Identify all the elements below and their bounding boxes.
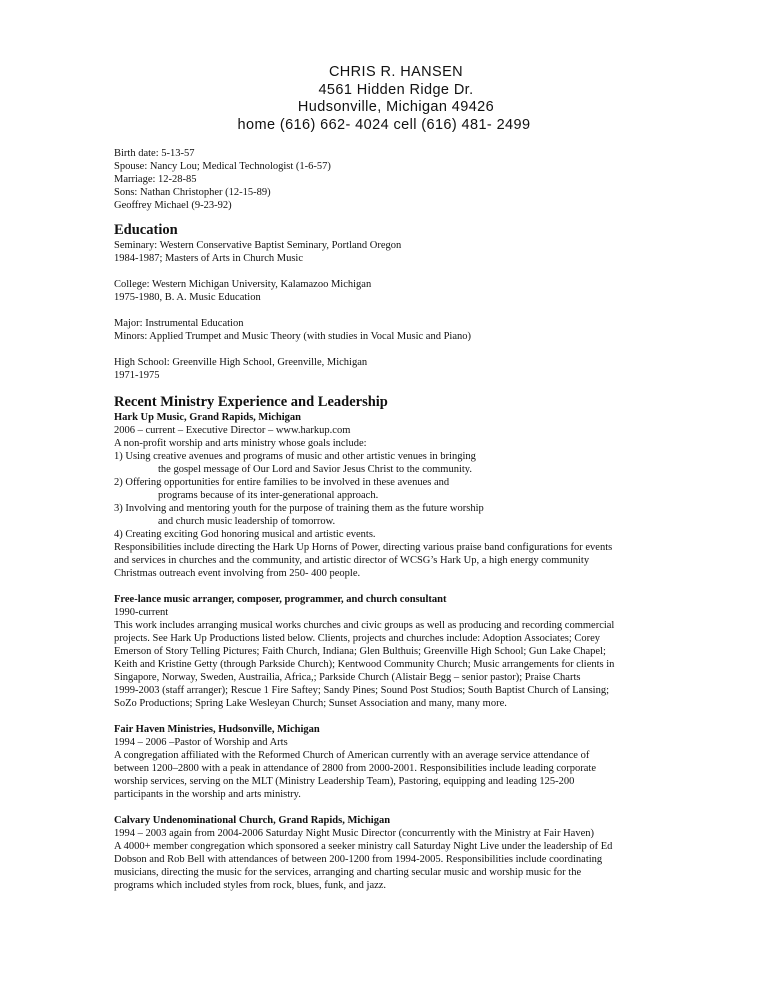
ministry-section <box>114 393 659 892</box>
spouse: Spouse: Nancy Lou; Medical Technologist (1-6-57) <box>114 161 331 172</box>
entry-line: 1994 – 2006 –Pastor of Worship and Arts <box>114 737 288 748</box>
entry-line: 2006 – current – Executive Director – www.harkup.com <box>114 425 351 436</box>
entry-line: 1994 – 2003 again from 2004-2006 Saturday Night Music Director (concurrently with the Ministry at Fair Haven) <box>114 828 594 839</box>
freelance-entry <box>114 593 659 710</box>
entry-title: Fair Haven Ministries, Hudsonville, Michigan <box>114 724 320 735</box>
entry-line: This work includes arranging musical works churches and civic groups as well as producing and recording commercial <box>114 620 615 631</box>
high-school-years: 1971-1975 <box>114 370 160 381</box>
entry-line: and church music leadership of tomorrow. <box>158 516 336 527</box>
entry-title: Calvary Undenominational Church, Grand Rapids, Michigan <box>114 815 391 826</box>
entry-line: 1999-2003 (staff arranger); Rescue 1 Fire Saftey; Sandy Pines; Sound Post Studios; South Baptist Church of Lansing; <box>114 685 610 696</box>
entry-line: 4) Creating exciting God honoring musical and artistic events. <box>114 529 376 540</box>
resume-body <box>114 147 659 892</box>
entry-title: Free-lance music arranger, composer, programmer, and church consultant <box>114 594 447 605</box>
entry-line: programs because of its inter-generational approach. <box>158 490 379 501</box>
college-degree: 1975-1980, B. A. Music Education <box>114 292 261 303</box>
entry-title: Hark Up Music, Grand Rapids, Michigan <box>114 412 301 423</box>
entry-line: A non-profit worship and arts ministry whose goals include: <box>114 438 367 449</box>
contact-header <box>0 64 768 134</box>
birth-date: Birth date: 5-13-57 <box>114 148 195 159</box>
entry-line: A congregation affiliated with the Reformed Church of American currently with an average service attendance of <box>114 750 590 761</box>
education-heading: Education <box>114 222 178 238</box>
entry-line: projects. See Hark Up Productions listed below. Clients, projects and churches include: Adoption Associates; Corey <box>114 633 601 644</box>
entry-line: 1990-current <box>114 607 169 618</box>
ministry-heading: Recent Ministry Experience and Leadership <box>114 394 388 410</box>
street-address: 4561 Hidden Ridge Dr. <box>318 81 474 98</box>
sons: Sons: Nathan Christopher (12-15-89) <box>114 187 271 198</box>
entry-line: Responsibilities include directing the Hark Up Horns of Power, directing various praise band configurations for events <box>114 542 613 553</box>
person-name: CHRIS R. HANSEN <box>328 64 464 80</box>
son-second: Geoffrey Michael (9-23-92) <box>114 200 232 211</box>
seminary-line: Seminary: Western Conservative Baptist Seminary, Portland Oregon <box>114 240 402 251</box>
entry-line: and services in churches and the community, and artistic director of WCSG’s Hark Up, a high energy community <box>114 555 590 566</box>
personal-info <box>114 147 659 212</box>
major-line: Major: Instrumental Education <box>114 318 244 329</box>
entry-line: participants in the worship and arts ministry. <box>114 789 301 800</box>
entry-line: Singapore, Norway, Sweden, Austrailia, Africa,; Parkside Church (Alistair Begg – senior pastor); Praise Charts <box>114 672 581 683</box>
entry-line: 1) Using creative avenues and programs of music and other artistic venues in bringing <box>114 451 476 462</box>
entry-line: 3) Involving and mentoring youth for the purpose of training them as the future worship <box>114 503 484 514</box>
entry-line: musicians, directing the music for the services, arranging and charting secular music and worship music for the <box>114 867 582 878</box>
city-state-zip: Hudsonville, Michigan 49426 <box>297 99 495 115</box>
entry-line: SoZo Productions; Spring Lake Wesleyan Church; Sunset Association and many, many more. <box>114 698 507 709</box>
fair-haven-entry <box>114 723 659 801</box>
minors-line: Minors: Applied Trumpet and Music Theory (with studies in Vocal Music and Piano) <box>114 331 471 342</box>
entry-line: A 4000+ member congregation which sponsored a seeker ministry call Saturday Night Live under the leadership of Ed <box>114 841 613 852</box>
seminary-degree: 1984-1987; Masters of Arts in Church Music <box>114 253 303 264</box>
entry-line: worship services, serving on the MLT (Ministry Leadership Team), Pastoring, equipping and leading 125-200 <box>114 776 575 787</box>
hark-up-entry <box>114 411 659 580</box>
entry-line: between 1200–2800 with a peak in attendance of 2800 from 2000-2001. Responsibilities include leading corporate <box>114 763 597 774</box>
entry-line: Emerson of Story Telling Pictures; Faith Church, Indiana; Glen Bulthuis; Greenville High School; Gun Lake Chapel; <box>114 646 606 657</box>
entry-line: the gospel message of Our Lord and Savior Jesus Christ to the community. <box>158 464 472 475</box>
calvary-entry <box>114 814 659 892</box>
entry-line: Christmas outreach event involving from 250- 400 people. <box>114 568 361 579</box>
entry-line: 2) Offering opportunities for entire families to be involved in these avenues and <box>114 477 450 488</box>
education-section <box>114 221 659 382</box>
phone-numbers: home (616) 662- 4024 cell (616) 481- 2499 <box>237 116 531 133</box>
entry-line: Dobson and Rob Bell with attendances of between 200-1200 from 1994-2005. Responsibilities include coordinating <box>114 854 603 865</box>
high-school-line: High School: Greenville High School, Greenville, Michigan <box>114 357 368 368</box>
entry-line: programs which included styles from rock, blues, funk, and jazz. <box>114 880 387 891</box>
college-line: College: Western Michigan University, Kalamazoo Michigan <box>114 279 372 290</box>
entry-line: Keith and Kristine Getty (through Parkside Church); Kentwood Community Church; Music arrangements for clients in <box>114 659 615 670</box>
marriage: Marriage: 12-28-85 <box>114 174 197 185</box>
